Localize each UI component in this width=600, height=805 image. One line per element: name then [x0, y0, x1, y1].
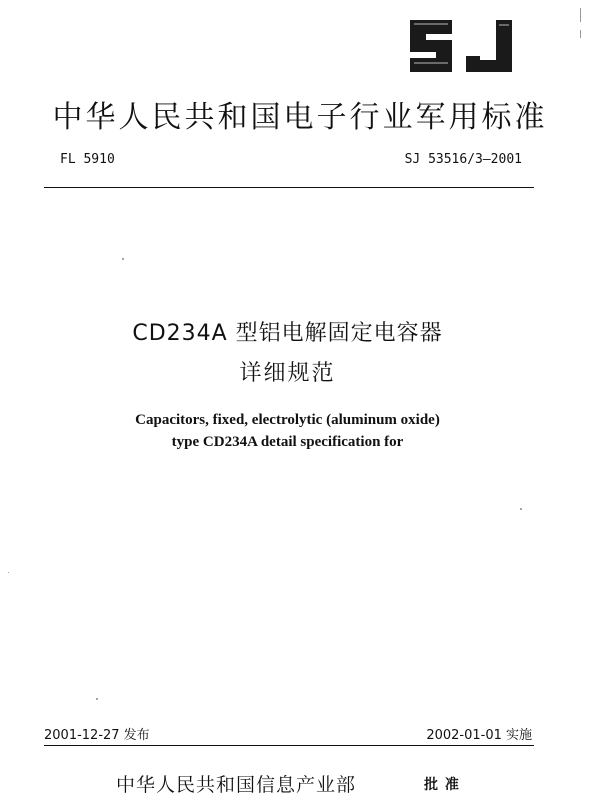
implementation-date: 2002-01-01 实施: [426, 728, 532, 743]
sj-logo: [404, 14, 518, 78]
english-title-line-2: type CD234A detail specification for: [171, 434, 404, 450]
classification-code: FL 5910: [60, 152, 115, 167]
approval-label: 批 准: [424, 777, 460, 793]
english-title-line-1: Capacitors, fixed, electrolytic (aluminum oxide): [135, 412, 440, 428]
scan-speck: [96, 698, 98, 700]
header-divider: [44, 187, 534, 188]
scan-edge-mark: [580, 30, 581, 38]
approving-authority: 中华人民共和国信息产业部: [116, 774, 357, 796]
chinese-title-line-1: CD234A 型铝电解固定电容器: [132, 321, 443, 346]
scan-speck: [8, 572, 9, 573]
scan-edge-mark: [580, 8, 581, 22]
standard-number: SJ 53516/3—2001: [404, 152, 522, 167]
issue-date: 2001-12-27 发布: [44, 728, 150, 743]
scan-speck: [122, 258, 124, 260]
footer-divider: [44, 745, 534, 746]
standard-title: 中华人民共和国电子行业军用标准: [52, 100, 548, 135]
chinese-title-line-2: 详细规范: [239, 361, 336, 386]
scan-speck: [520, 508, 522, 510]
